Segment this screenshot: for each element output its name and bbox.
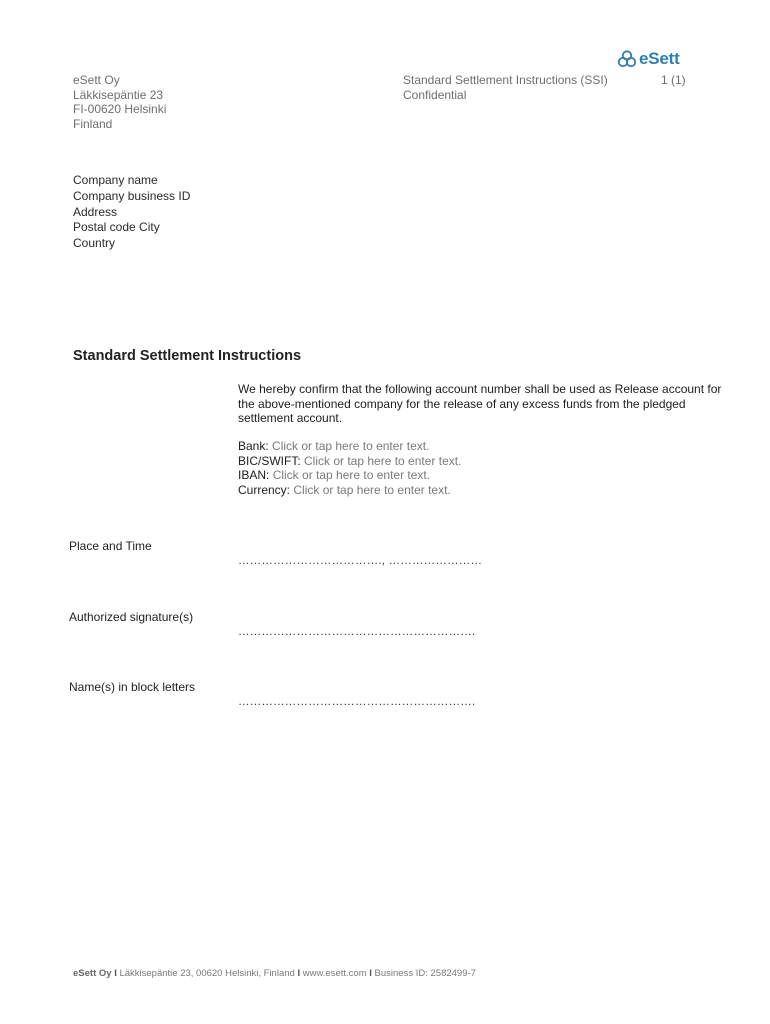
bic-swift-input[interactable]: Click or tap here to enter text. xyxy=(304,453,462,468)
recipient-line: Country xyxy=(73,236,116,251)
currency-field xyxy=(238,483,461,498)
bank-input[interactable]: Click or tap here to enter text. xyxy=(272,439,430,453)
sender-address xyxy=(73,73,166,131)
iban-field xyxy=(238,468,461,483)
section-title: Standard Settlement Instructions xyxy=(73,348,302,364)
footer-separator: I xyxy=(297,968,301,979)
bic-swift-field xyxy=(238,454,461,469)
esett-logo-icon xyxy=(617,49,637,69)
logo-text: eSett xyxy=(639,49,680,68)
iban-input[interactable]: Click or tap here to enter text. xyxy=(272,468,431,483)
recipient-line: Company name xyxy=(73,173,158,187)
recipient-block xyxy=(73,173,190,252)
place-time-label: Place and Time xyxy=(69,539,152,553)
place-time-line: ………………………………., …………………… xyxy=(238,555,483,567)
footer-address: Läkkisepäntie 23, 00620 Helsinki, Finland xyxy=(119,968,295,979)
document-title: Standard Settlement Instructions (SSI) xyxy=(403,73,608,87)
names-line: ……………………………………………………. xyxy=(238,696,476,708)
field-label: Bank: xyxy=(238,439,269,453)
footer-separator: I xyxy=(369,968,372,979)
field-label: BIC/SWIFT: xyxy=(238,453,301,468)
signature-line: ……………………………………………………. xyxy=(238,626,476,638)
sender-line: eSett Oy xyxy=(73,73,120,87)
footer-separator: I xyxy=(114,968,117,979)
recipient-line: Address xyxy=(73,204,118,219)
footer-business-id: Business ID: 2582499-7 xyxy=(374,968,476,979)
esett-logo xyxy=(617,48,680,70)
footer-website[interactable]: www.esett.com xyxy=(302,968,367,979)
document-header xyxy=(403,73,608,102)
footer-company: eSett Oy xyxy=(73,968,112,979)
currency-input[interactable]: Click or tap here to enter text. xyxy=(293,482,451,497)
field-label: IBAN: xyxy=(238,468,270,483)
sender-line: Finland xyxy=(73,116,113,131)
recipient-line: Company business ID xyxy=(73,188,191,203)
names-label: Name(s) in block letters xyxy=(69,680,196,694)
sender-line: FI-00620 Helsinki xyxy=(73,102,167,116)
confirmation-paragraph: We hereby confirm that the following account number shall be used as Release account for the above-mentioned company for the release of any excess funds from the pledged settlement account. xyxy=(238,382,722,426)
field-label: Currency: xyxy=(238,482,291,497)
sender-line: Läkkisepäntie 23 xyxy=(73,87,164,102)
account-fields xyxy=(238,439,461,497)
page-footer xyxy=(73,968,476,979)
signature-label: Authorized signature(s) xyxy=(69,610,194,624)
document-classification: Confidential xyxy=(403,87,467,102)
bank-field xyxy=(238,439,461,454)
page-number: 1 (1) xyxy=(661,73,686,87)
recipient-line: Postal code City xyxy=(73,220,160,235)
